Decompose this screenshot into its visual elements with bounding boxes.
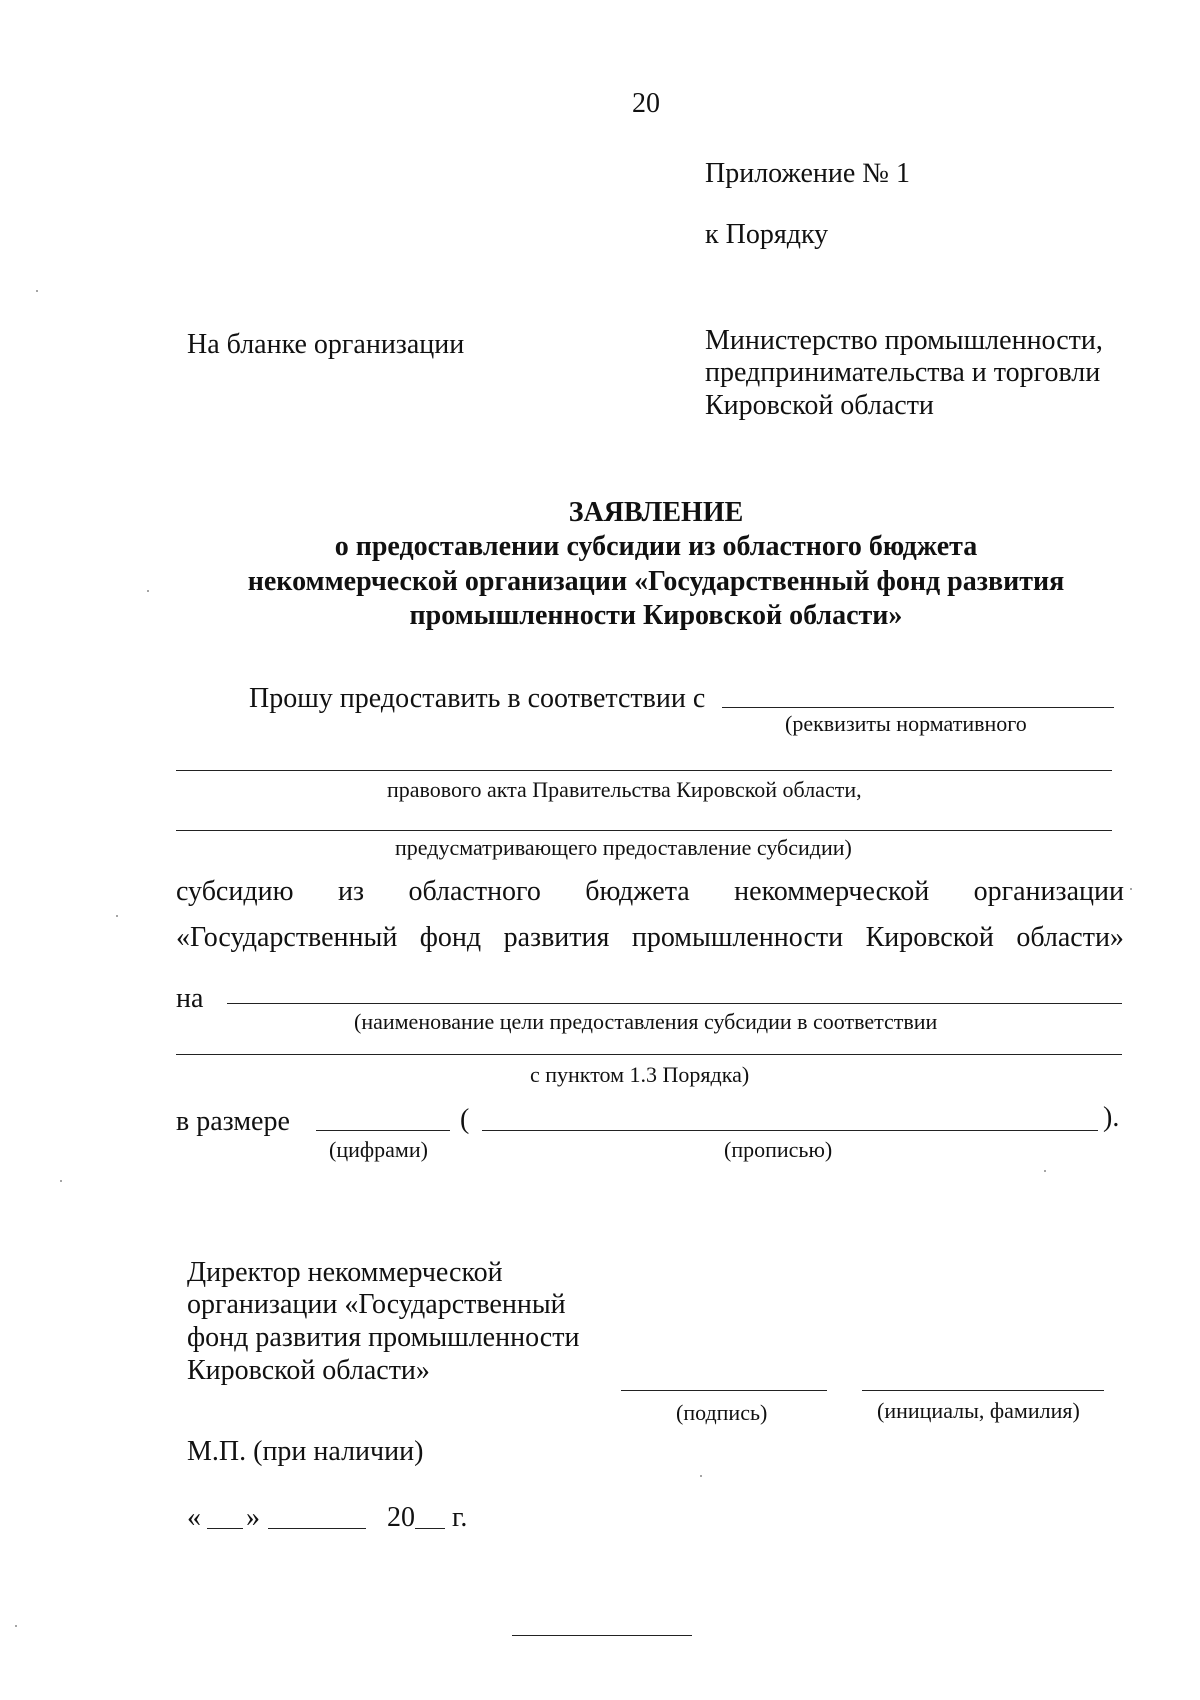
signature-blank-line [621, 1390, 827, 1391]
year-prefix: 20 [387, 1502, 415, 1533]
hint-requisites: (реквизиты нормативного [785, 711, 1027, 736]
hint-purpose: (наименование цели предоставления субсидии в соответствии [354, 1009, 938, 1034]
title-line-3: промышленности Кировской области» [409, 600, 903, 631]
word: бюджета [585, 876, 690, 907]
director-line-1: Директор некоммерческой [187, 1257, 503, 1288]
act-blank-line [176, 770, 1112, 771]
date-close-quote: » [246, 1502, 260, 1533]
hint-digits: (цифрами) [329, 1137, 428, 1162]
request-intro: Прошу предоставить в соответствии с [249, 683, 706, 714]
amount-words-line [482, 1130, 1098, 1131]
director-line-4: Кировской области» [187, 1355, 430, 1386]
addressee-line-3: Кировской области [705, 390, 934, 421]
hint-signature: (подпись) [676, 1400, 768, 1425]
providing-blank-line [176, 830, 1112, 831]
word: из [337, 876, 364, 907]
name-blank-line [862, 1390, 1104, 1391]
director-line-3: фонд развития промышленности [187, 1322, 580, 1353]
letterhead-note: На бланке организации [187, 329, 465, 360]
purpose-blank-line [227, 1003, 1122, 1004]
scan-speck [60, 1180, 62, 1182]
word: области» [1016, 922, 1124, 953]
word: фонд [419, 922, 482, 953]
date-day-line [207, 1528, 243, 1529]
hint-act: правового акта Правительства Кировской области, [387, 777, 862, 802]
closing-separator [512, 1635, 692, 1636]
hint-name: (инициалы, фамилия) [877, 1398, 1080, 1423]
date-year-line [415, 1528, 445, 1529]
director-line-2: организации «Государственный [187, 1289, 566, 1320]
page-number: 20 [632, 88, 660, 119]
on-label: на [176, 983, 204, 1014]
addressee-line-2: предпринимательства и торговли [705, 357, 1101, 388]
year-suffix: г. [452, 1502, 468, 1533]
word: развития [503, 922, 610, 953]
close-paren: ). [1103, 1102, 1120, 1133]
scan-speck [147, 590, 149, 592]
title-heading: ЗАЯВЛЕНИЕ [568, 497, 744, 528]
requisites-blank-line [722, 707, 1114, 708]
word: Кировской [865, 922, 994, 953]
word: «Государственный [176, 922, 398, 953]
title-line-2: некоммерческой организации «Государственный фонд развития [247, 566, 1065, 597]
date-month-line [268, 1528, 366, 1529]
scan-speck [1130, 888, 1132, 890]
scan-speck [15, 1625, 17, 1627]
hint-words: (прописью) [724, 1137, 833, 1162]
addressee-line-1: Министерство промышленности, [705, 325, 1103, 356]
hint-clause: с пунктом 1.3 Порядка) [530, 1062, 750, 1087]
scan-speck [1044, 1170, 1046, 1172]
appendix-order: к Порядку [705, 219, 829, 250]
appendix-number: Приложение № 1 [705, 158, 910, 189]
word: промышленности [631, 922, 844, 953]
amount-digits-line [316, 1130, 450, 1131]
clause-blank-line [176, 1054, 1122, 1055]
date-open-quote: « [187, 1502, 201, 1533]
word: некоммерческой [734, 876, 930, 907]
hint-providing: предусматривающего предоставление субсидии) [395, 835, 852, 860]
stamp-note: М.П. (при наличии) [187, 1436, 424, 1467]
subsidy-text-row [176, 876, 1124, 908]
open-paren: ( [460, 1104, 470, 1135]
word: организации [973, 876, 1124, 907]
fund-text-row [176, 922, 1124, 954]
title-line-1: о предоставлении субсидии из областного бюджета [334, 531, 978, 562]
scan-speck [36, 290, 38, 292]
scan-speck [116, 915, 118, 917]
word: областного [408, 876, 541, 907]
amount-label: в размере [176, 1106, 290, 1137]
word: субсидию [176, 876, 294, 907]
scan-speck [700, 1475, 702, 1477]
